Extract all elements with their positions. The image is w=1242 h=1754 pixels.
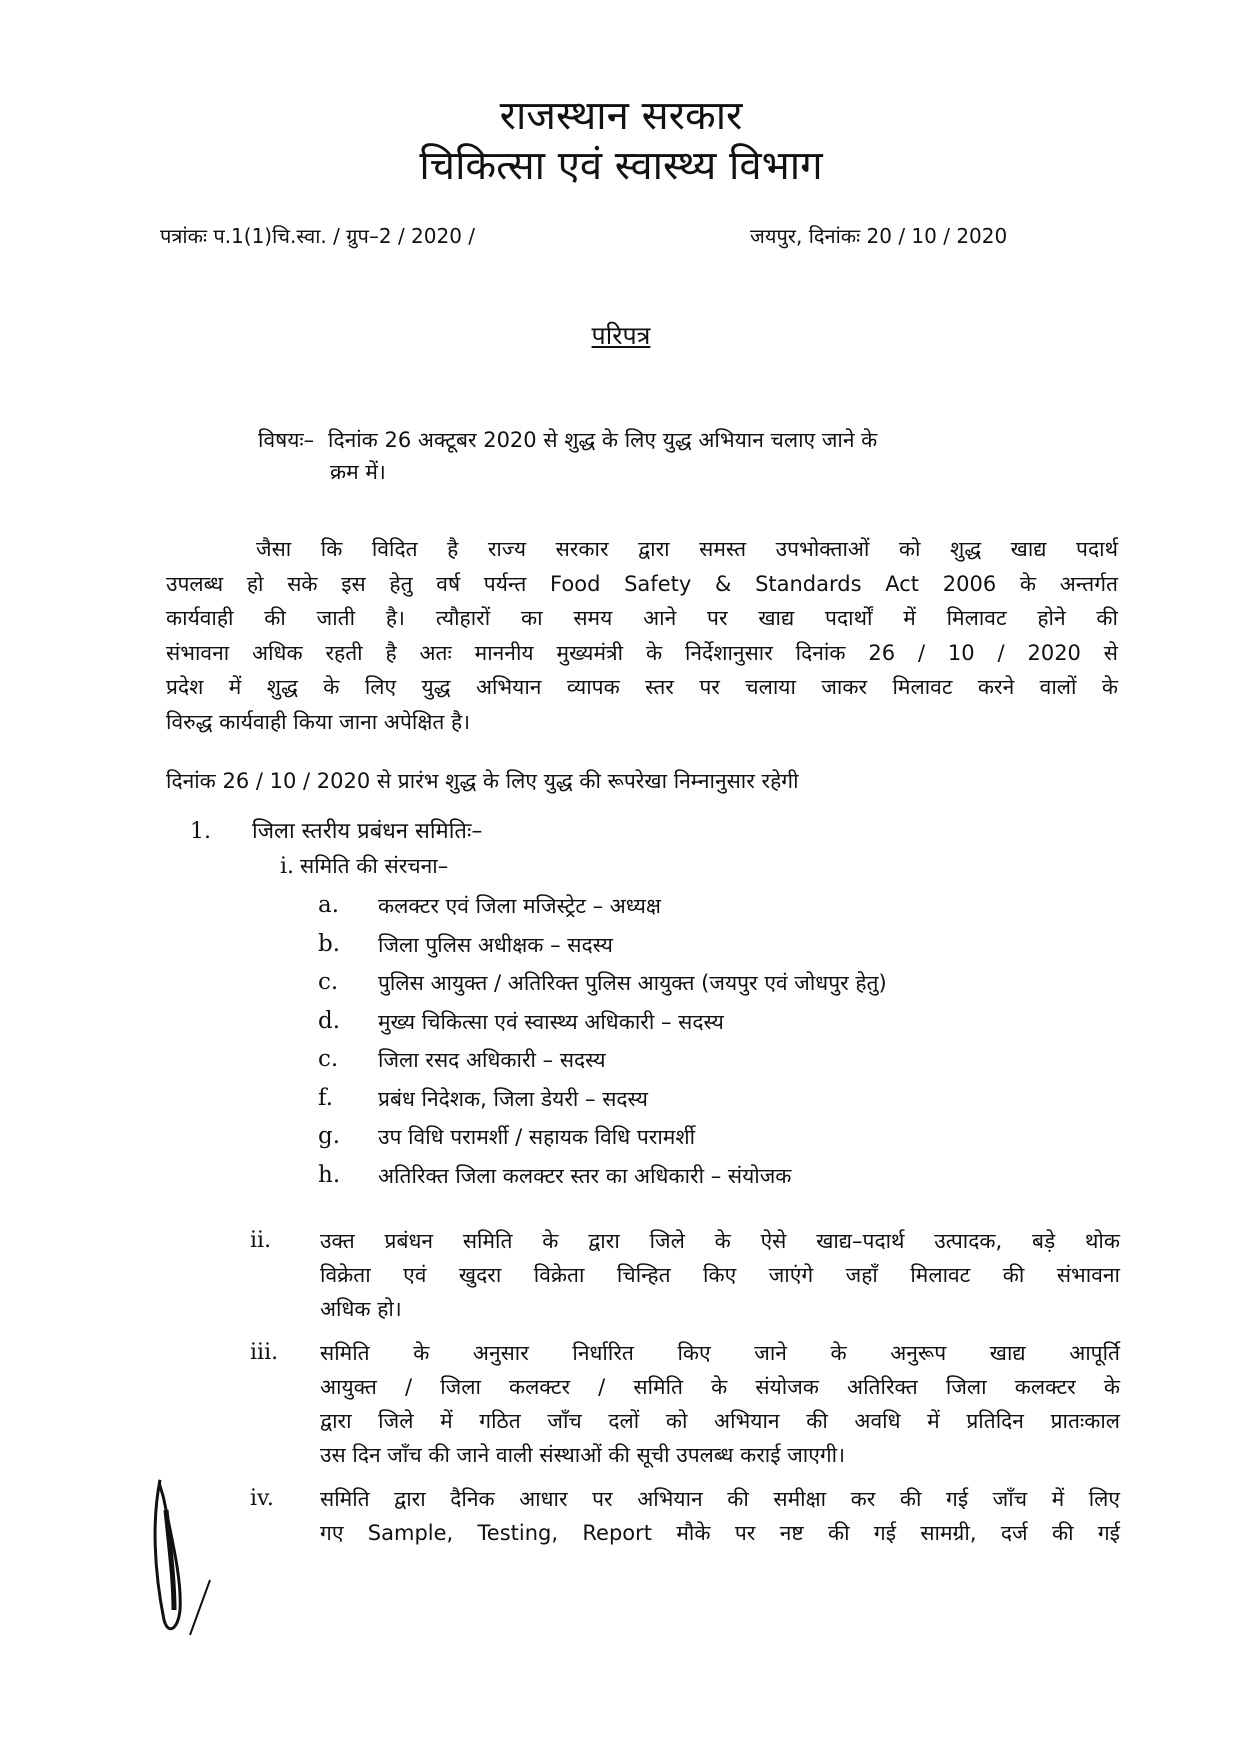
subsection-text: समिति की संरचना– [300,854,449,878]
member-letter: g. [318,1123,341,1149]
member-text: प्रबंध निदेशक, जिला डेयरी – सदस्य [378,1086,648,1111]
paragraph-line: जैसा कि विदित है राज्य सरकार द्वारा समस्त उपभोक्ताओं को शुद्ध खाद्य पदार्थ [256,537,1118,561]
handwritten-signature [150,1470,230,1640]
letter-reference-number: पत्रांकः प.1(1)चि.स्वा. / ग्रुप–2 / 2020 / [160,224,476,248]
member-text: उप विधि परामर्शी / सहायक विधि परामर्शी [378,1125,696,1149]
paragraph-line: उपलब्ध हो सके इस हेतु वर्ष पर्यन्त Food Safety & Standards Act 2006 के अन्तर्गत [166,571,1118,596]
title-text: परिपत्र [591,321,651,350]
member-item [318,969,887,1008]
member-letter: b. [318,930,341,957]
item-line: उस दिन जाँच की जाने वाली संस्थाओं की सूची उपलब्ध कराई जाएगी। [320,1443,846,1467]
item-line: समिति के अनुसार निर्धारित किए जाने के अनुरूप खाद्य आपूर्ति [320,1341,1120,1365]
list-item-iv [250,1482,1120,1550]
member-text: जिला पुलिस अधीक्षक – सदस्य [378,932,613,957]
item-line: उक्त प्रबंधन समिति के द्वारा जिले के ऐसे खाद्य–पदार्थ उत्पादक, बड़े थोक [320,1229,1120,1253]
member-text: कलक्टर एवं जिला मजिस्ट्रेट – अध्यक्ष [378,894,661,918]
header-government: राजस्थान सरकार [499,93,743,139]
item-line: विक्रेता एवं खुदरा विक्रेता चिन्हित किए जाएंगे जहाँ मिलावट की संभावना [320,1263,1120,1287]
member-item [318,1162,887,1201]
place-and-date: जयपुर, दिनांकः 20 / 10 / 2020 [750,224,1008,248]
member-letter: h. [318,1161,341,1188]
paragraph-line: प्रदेश में शुद्ध के लिए युद्ध अभियान व्यापक स्तर पर चलाया जाकर मिलावट करने वालों के [166,675,1118,700]
member-letter: d. [318,1007,341,1034]
member-letter: f. [318,1084,334,1111]
subject-line-1: दिनांक 26 अक्टूबर 2020 से शुद्ध के लिए युद्ध अभियान चलाए जाने के [328,428,878,452]
subject-block [258,424,1118,488]
member-text: जिला रसद अधिकारी – सदस्य [378,1048,606,1072]
document-title [0,318,1242,352]
member-text: मुख्य चिकित्सा एवं स्वास्थ्य अधिकारी – सदस्य [378,1009,724,1034]
list-item-ii [250,1224,1120,1326]
member-item [318,1085,887,1124]
item-line: अधिक हो। [320,1297,402,1321]
item-number: iv. [250,1486,274,1511]
list-item-iii [250,1336,1120,1472]
subsection-i [280,852,448,880]
item-line: समिति द्वारा दैनिक आधार पर अभियान की समीक्षा कर की गई जाँच में लिए [320,1487,1120,1511]
body-paragraph [166,532,1118,740]
item-number: ii. [250,1228,272,1253]
committee-members-list [318,892,887,1200]
section-heading-text: जिला स्तरीय प्रबंधन समितिः– [252,819,483,844]
member-letter: c. [318,969,339,995]
member-item [318,892,887,931]
paragraph-line: विरुद्ध कार्यवाही किया जाना अपेक्षित है। [166,709,471,734]
subject-label: विषयः– [258,428,315,452]
member-text: अतिरिक्त जिला कलक्टर स्तर का अधिकारी – संयोजक [378,1163,792,1188]
header-department: चिकित्सा एवं स्वास्थ्य विभाग [419,143,823,189]
paragraph-line: संभावना अधिक रहती है अतः माननीय मुख्यमंत्री के निर्देशानुसार दिनांक 26 / 10 / 2020 से [166,640,1118,665]
item-line: द्वारा जिले में गठित जाँच दलों को अभियान की अवधि में प्रतिदिन प्रातःकाल [320,1409,1120,1433]
paragraph-line: कार्यवाही की जाती है। त्यौहारों का समय आने पर खाद्य पदार्थों में मिलावट होने की [166,606,1119,631]
subject-line-2: क्रम में। [330,460,386,484]
member-item [318,1008,887,1047]
item-number: iii. [250,1340,279,1365]
member-item [318,1046,887,1085]
member-text: पुलिस आयुक्त / अतिरिक्त पुलिस आयुक्त (जयपुर एवं जोधपुर हेतु) [378,971,887,995]
section-1-heading [190,815,482,845]
subsection-number: i. [280,854,295,879]
outline-intro: दिनांक 26 / 10 / 2020 से प्रारंभ शुद्ध के लिए युद्ध की रूपरेखा निम्नानुसार रहेगी [166,769,799,793]
item-line: गए Sample, Testing, Report मौके पर नष्ट की गई सामग्री, दर्ज की गई [320,1521,1120,1545]
member-letter: c. [318,1046,339,1072]
member-item [318,1123,887,1162]
member-item [318,931,887,970]
member-letter: a. [318,892,340,918]
item-line: आयुक्त / जिला कलक्टर / समिति के संयोजक अतिरिक्त जिला कलक्टर के [320,1375,1120,1399]
section-number: 1. [190,819,211,844]
